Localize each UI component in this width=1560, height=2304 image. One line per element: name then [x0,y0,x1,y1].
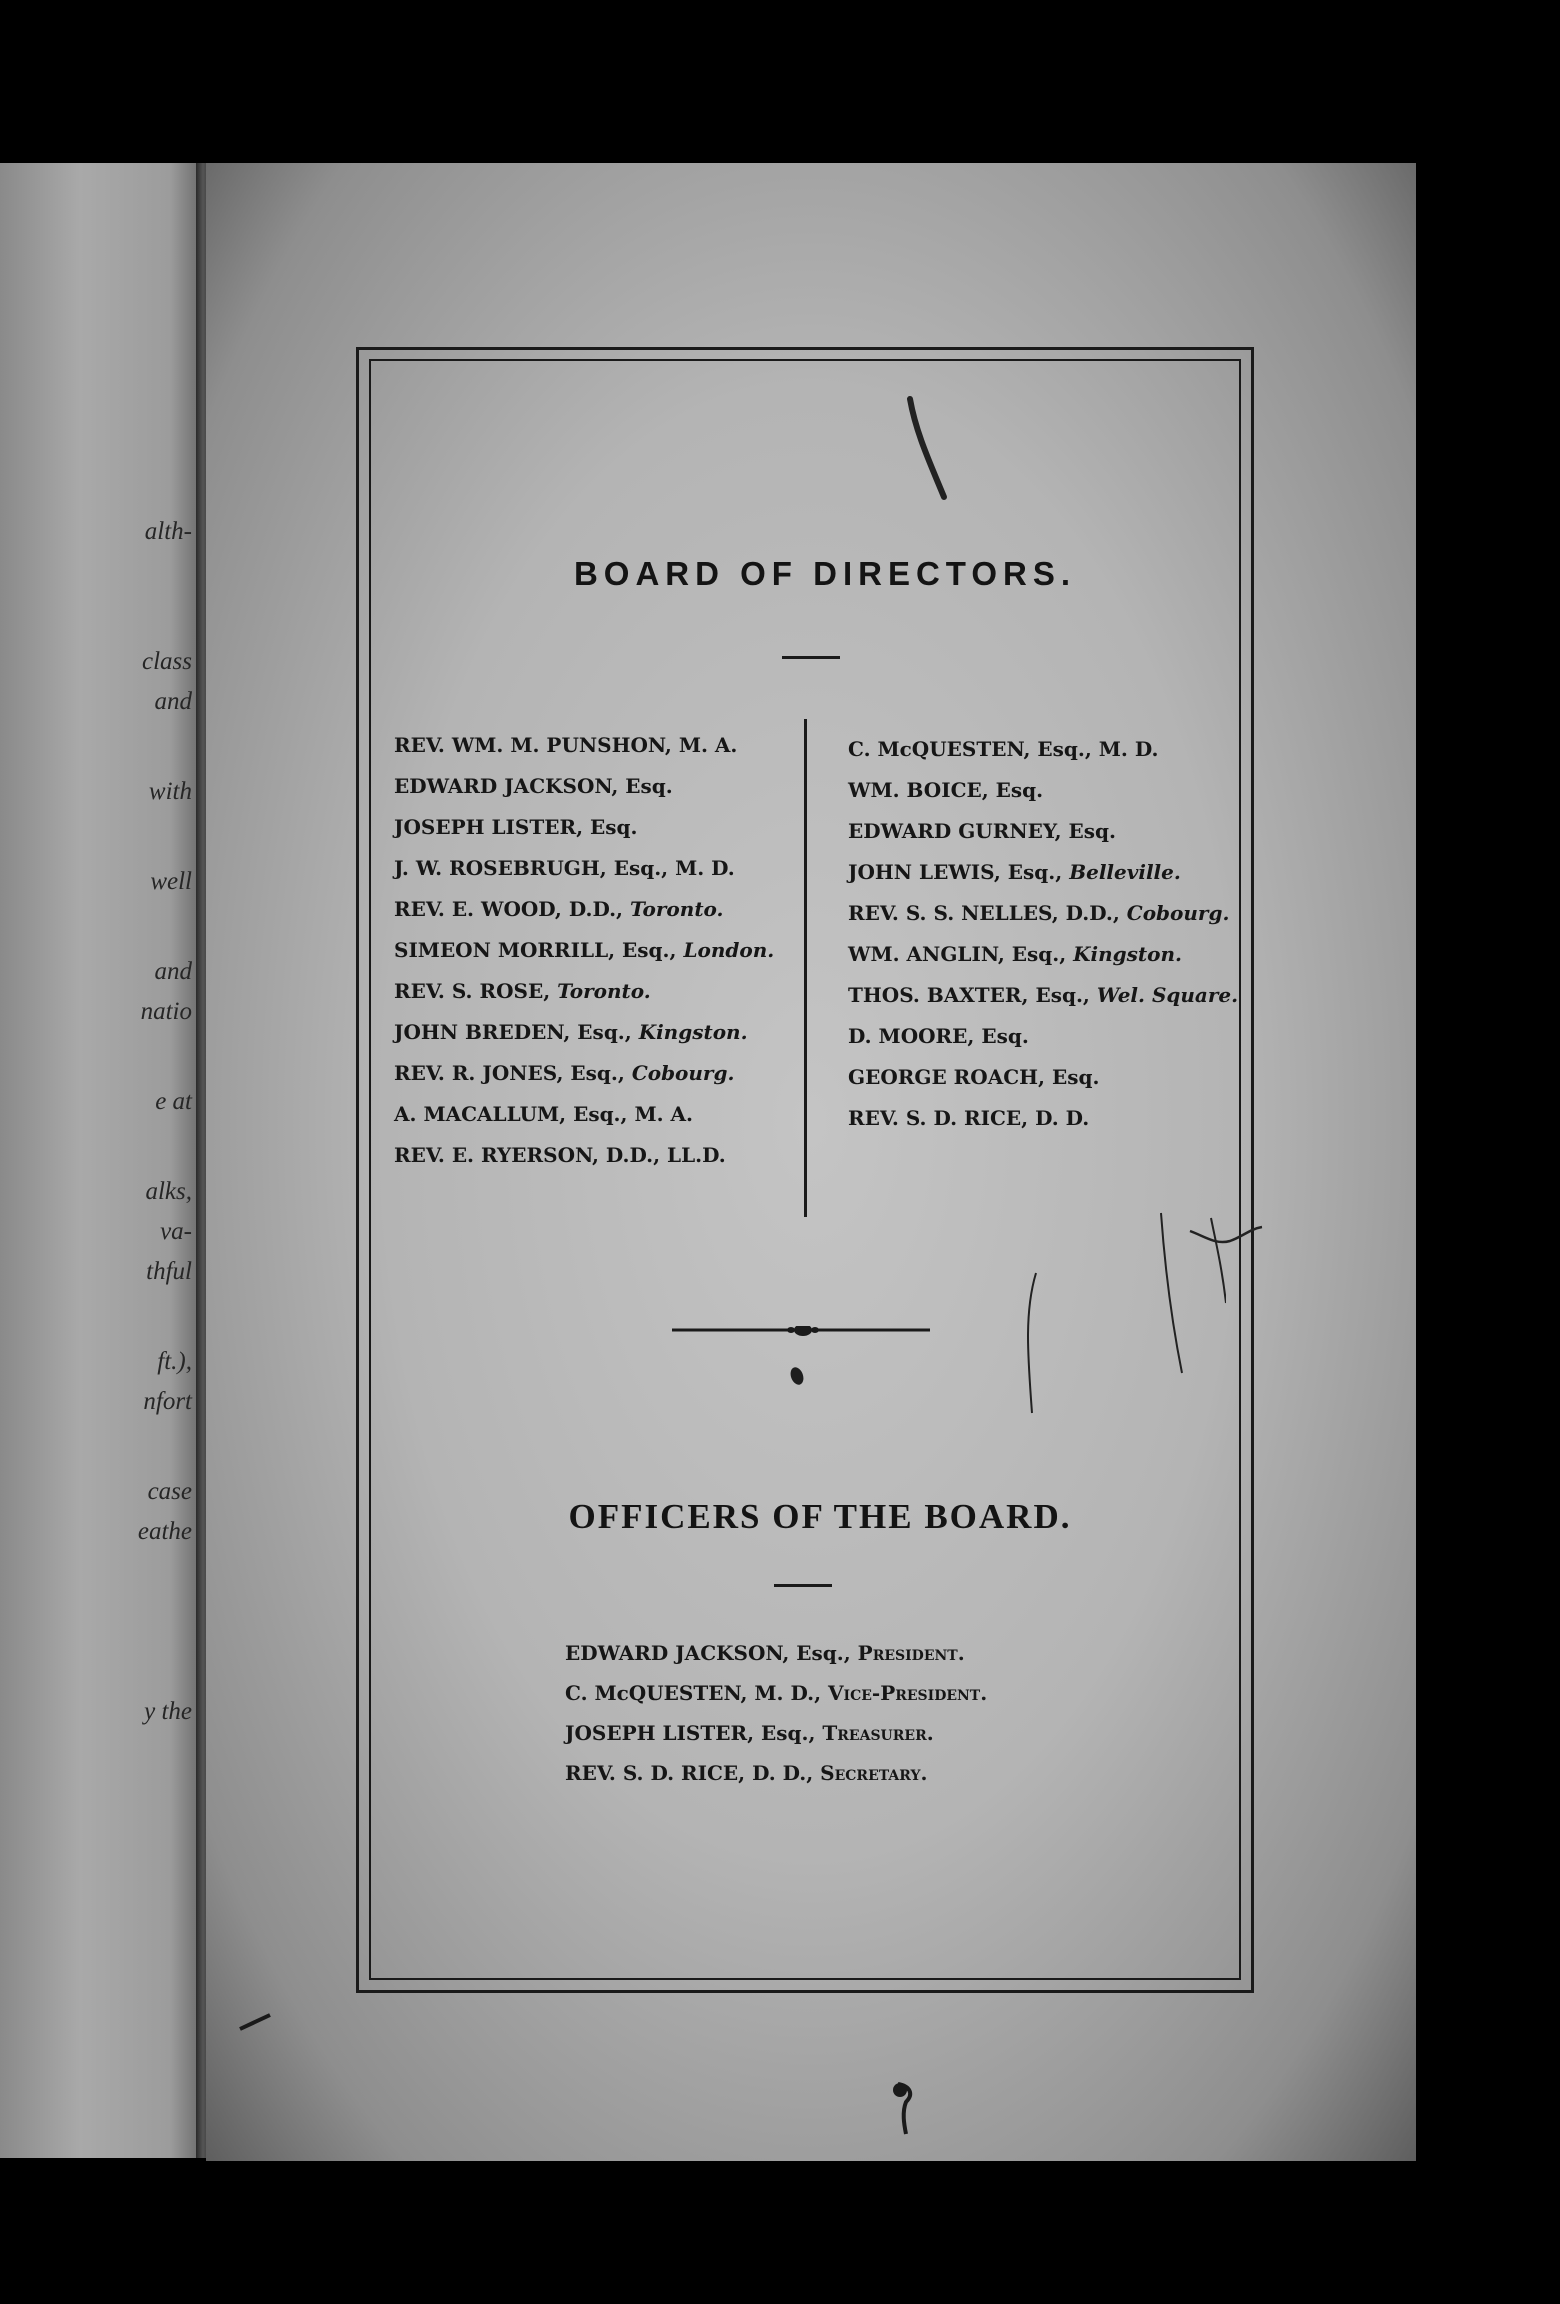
director-name: D. MOORE, Esq. [848,1024,1029,1048]
column-divider [804,719,807,1217]
director-name: EDWARD JACKSON, Esq. [394,774,673,798]
directors-left-column [394,725,774,1176]
director-entry [394,1053,774,1094]
director-name: REV. S. D. RICE, D. D. [848,1106,1090,1130]
director-entry [848,893,1238,934]
director-entry [848,770,1238,811]
director-place: London. [683,938,775,962]
left-page-line: va- [160,1218,192,1245]
director-name: J. W. ROSEBRUGH, Esq., M. D. [394,856,735,880]
heading-rule [774,1584,832,1587]
left-page-line: e at [155,1088,192,1115]
left-page-line: class [142,648,192,675]
director-name: C. McQUESTEN, Esq., M. D. [848,737,1159,761]
director-name: SIMEON MORRILL, Esq., [394,938,677,962]
ink-smudge [896,393,956,513]
director-entry [848,852,1238,893]
director-entry [394,1135,774,1176]
director-name: A. MACALLUM, Esq., M. A. [394,1102,693,1126]
officer-title: President. [857,1641,965,1665]
pencil-check-mark [1186,1223,1266,1253]
left-page-line: alth- [144,518,192,545]
officer-name: JOSEPH LISTER, Esq., [565,1721,816,1745]
directors-right-column [848,729,1238,1139]
directors-page [206,163,1416,2161]
left-page-line: and [154,688,192,715]
director-entry [848,1057,1238,1098]
director-entry [394,889,774,930]
left-page-line: alks, [145,1178,192,1205]
left-page-line: eathe [137,1518,192,1545]
director-name: REV. E. WOOD, D.D., [394,897,623,921]
board-of-directors-heading: BOARD OF DIRECTORS. [573,555,1077,592]
director-entry [394,930,774,971]
director-place: Wel. Square. [1096,983,1239,1007]
officer-title: Vice-President. [828,1681,988,1705]
left-page-line: ft.), [157,1348,192,1375]
left-page-line: case [147,1478,192,1505]
director-name: REV. E. RYERSON, D.D., LL.D. [394,1143,726,1167]
director-entry [848,975,1238,1016]
director-name: JOHN BREDEN, Esq., [394,1020,632,1044]
officer-name: EDWARD JACKSON, Esq., [565,1641,851,1665]
officers-list [565,1633,987,1793]
director-name: WM. ANGLIN, Esq., [848,942,1067,966]
director-name: REV. R. JONES, Esq., [394,1061,625,1085]
officers-of-the-board-heading: OFFICERS OF THE BOARD. [568,1497,1072,1536]
officer-entry [565,1753,987,1793]
officer-title: Treasurer. [822,1721,934,1745]
director-name: REV. S. ROSE, [394,979,551,1003]
director-entry [848,934,1238,975]
left-page-line: well [150,868,192,895]
director-place: Toronto. [557,979,651,1003]
director-place: Kingston. [638,1020,748,1044]
officer-entry [565,1633,987,1673]
director-entry [848,1016,1238,1057]
left-page-line: natio [140,998,192,1025]
director-entry [848,811,1238,852]
pencil-marks [1026,1173,1226,1443]
previous-page-fragment [0,163,200,2158]
director-name: JOSEPH LISTER, Esq. [394,815,638,839]
left-page-line: y the [144,1698,192,1725]
director-entry [394,1012,774,1053]
director-entry [394,848,774,889]
director-place: Belleville. [1069,860,1181,884]
officer-name: REV. S. D. RICE, D. D., [565,1761,814,1785]
left-page-line: nfort [143,1388,192,1415]
edge-mark [234,1999,294,2039]
director-name: WM. BOICE, Esq. [848,778,1044,802]
officer-entry [565,1673,987,1713]
ink-blot [876,2078,926,2138]
director-place: Cobourg. [1126,901,1230,925]
director-place: Cobourg. [631,1061,735,1085]
director-name: GEORGE ROACH, Esq. [848,1065,1100,1089]
left-page-line: with [148,778,192,805]
director-name: REV. S. S. NELLES, D.D., [848,901,1120,925]
director-entry [394,807,774,848]
director-place: Toronto. [629,897,724,921]
officer-entry [565,1713,987,1753]
director-entry [394,725,774,766]
director-name: JOHN LEWIS, Esq., [848,860,1063,884]
officer-name: C. McQUESTEN, M. D., [565,1681,822,1705]
director-name: EDWARD GURNEY, Esq. [848,819,1116,843]
ornamental-divider [666,1326,946,1386]
left-page-line: and [154,958,192,985]
director-name: REV. WM. M. PUNSHON, M. A. [394,733,738,757]
director-entry [394,1094,774,1135]
heading-rule [782,656,840,659]
officer-title: Secretary. [820,1761,928,1785]
director-entry [394,766,774,807]
director-entry [848,1098,1238,1139]
director-entry [394,971,774,1012]
director-entry [848,729,1238,770]
director-name: THOS. BAXTER, Esq., [848,983,1090,1007]
left-page-line: thful [146,1258,192,1285]
director-place: Kingston. [1073,942,1182,966]
